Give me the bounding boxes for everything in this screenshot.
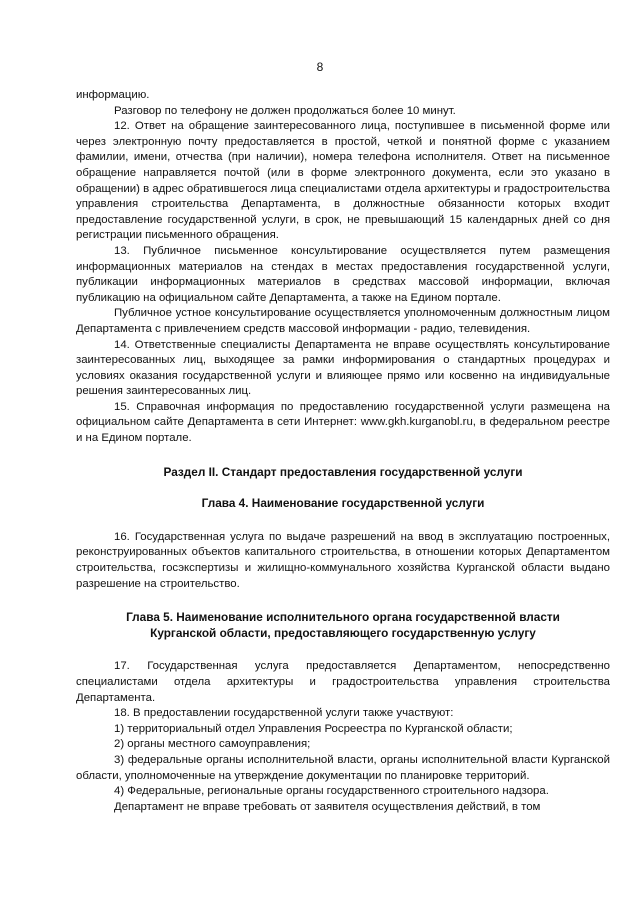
- paragraph-17: 17. Государственная услуга предоставляется Департаментом, непосредственно специалистами отдела архитектуры и градостроительства управления строительства Департамента.: [76, 660, 610, 704]
- chapter-5-heading-line-1: Глава 5. Наименование исполнительного органа государственной власти: [126, 610, 560, 625]
- paragraph-continuation: информацию.: [76, 89, 150, 101]
- paragraph-15: 15. Справочная информация по предоставлению государственной услуги размещена на официальном сайте Департамента в сети Интернет: www.gkh.kurganobl.ru, в федеральном реестре и на Едином портале.: [76, 400, 610, 445]
- paragraph-16: 16. Государственная услуга по выдаче разрешений на ввод в эксплуатацию построенных, реконструированных объектов капитального строительства, в отношении которых Департаментом строительства, госэкспертизы и жилищно-коммунального хозяйства Курганской области выдано разрешение на строительство.: [76, 530, 610, 590]
- page-number: 8: [316, 60, 324, 74]
- paragraph-14: 14. Ответственные специалисты Департамента не вправе осуществлять консультирование заинтересованных лиц, выходящее за рамки информирования о стандартных процедурах и условиях оказания государственной услуги и влияющее прямо или косвенно на индивидуальные решения заинтересованных лиц.: [76, 338, 610, 398]
- list-item-2: 2) органы местного самоуправления;: [114, 738, 311, 751]
- paragraph-department-restriction: Департамент не вправе требовать от заявителя осуществления действий, в том: [114, 800, 541, 813]
- page-content: [76, 88, 610, 815]
- chapter-4-heading: Глава 4. Наименование государственной услуги: [201, 496, 485, 511]
- chapter-5-heading: [76, 610, 610, 641]
- list-item-1: 1) территориальный отдел Управления Росреестра по Курганской области;: [114, 722, 513, 735]
- section-heading: Раздел II. Стандарт предоставления государственной услуги: [163, 464, 523, 479]
- paragraph-18: 18. В предоставлении государственной услуги также участвуют:: [114, 707, 454, 720]
- paragraph-oral-consulting: Публичное устное консультирование осуществляется уполномоченным должностным лицом Департамента с привлечением средств массовой информации - радио, телевидения.: [76, 307, 610, 335]
- paragraph-12: 12. Ответ на обращение заинтересованного лица, поступившее в письменной форме или через электронную почту предоставляется в простой, четкой и понятной форме с указанием фамилии, имени, отчества (при наличии), номера телефона исполнителя. Ответ на письменное обращение направляется почтой (или в форме электронного документа, если это указано в обращении) в адрес обратившегося лица специалистами отдела архитектуры и градостроительства управления строительства Департамента, в должностные обязанности которых входит предоставление государственной услуги, в срок, не превышающий 15 календарных дней со дня регистрации письменного обращения.: [76, 120, 610, 242]
- paragraph-phone-limit: Разговор по телефону не должен продолжаться более 10 минут.: [114, 104, 456, 117]
- list-item-4: 4) Федеральные, региональные органы государственного строительного надзора.: [114, 785, 549, 798]
- chapter-5-heading-line-2: Курганской области, предоставляющего государственную услугу: [150, 625, 536, 640]
- paragraph-13: 13. Публичное письменное консультирование осуществляется путем размещения информационных материалов на стендах в местах предоставления государственной услуги, публикации информационных материалов в средствах массовой информации, включая публикацию на официальном сайте Департамента, а также на Едином портале.: [76, 244, 610, 304]
- list-item-3: 3) федеральные органы исполнительной власти, органы исполнительной власти Курганской области, уполномоченные на утверждение документации по планировке территорий.: [76, 753, 610, 782]
